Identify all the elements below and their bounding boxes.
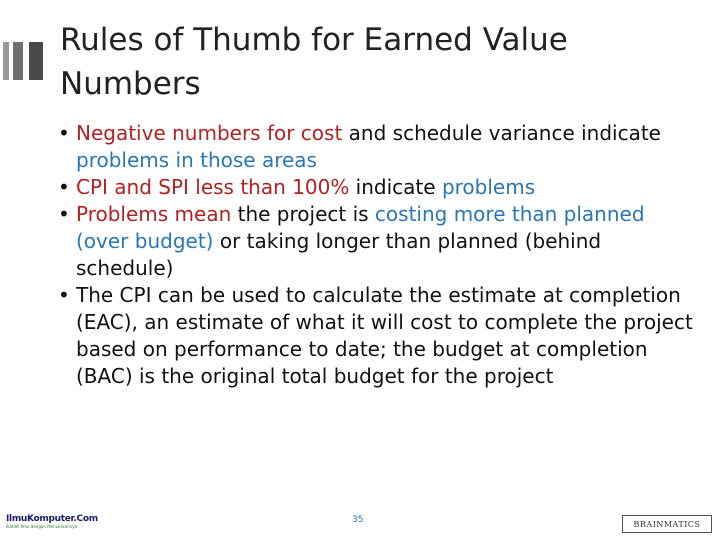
bullet-text-segment: CPI and SPI less than 100% bbox=[76, 175, 350, 199]
bullet-dot-icon: • bbox=[58, 283, 70, 307]
bullet-text-segment: indicate bbox=[349, 175, 442, 199]
bullet-dot-icon: • bbox=[58, 121, 70, 145]
bullet-text-segment: problems bbox=[441, 175, 536, 199]
bullet-text-segment: or taking longer than planned (behind schedule) bbox=[76, 229, 602, 280]
bullet-text-segment: Problems mean bbox=[76, 202, 232, 226]
bullet-item bbox=[58, 120, 698, 174]
bullet-item bbox=[58, 174, 698, 201]
slide-title: Rules of Thumb for Earned Value Numbers bbox=[60, 22, 568, 102]
logo-tagline: Ikatlah Ilmu dengan Menuliskannya bbox=[6, 524, 78, 529]
accent-bar bbox=[13, 42, 23, 80]
logo-name: IlmuKomputer.Com bbox=[6, 514, 98, 524]
bullet-item bbox=[58, 282, 698, 390]
bullet-dot-icon: • bbox=[58, 175, 70, 199]
bullet-text-segment: Negative numbers for cost bbox=[76, 121, 343, 145]
bullet-text-segment: costing more than planned (over budget) bbox=[76, 202, 645, 253]
accent-bar bbox=[29, 42, 43, 80]
page-number: 35 bbox=[352, 515, 364, 525]
bullet-list bbox=[58, 120, 698, 390]
bullet-text-segment: and schedule variance indicate bbox=[342, 121, 661, 145]
bullet-item bbox=[58, 201, 698, 282]
bullet-text-segment: problems in those areas bbox=[76, 148, 317, 172]
brainmatics-logo: BRAINMATICS bbox=[622, 515, 712, 533]
title-accent-bars bbox=[0, 0, 48, 92]
ilmukomputer-logo bbox=[6, 514, 98, 534]
bullet-text-segment: The CPI can be used to calculate the estimate at completion (EAC), an estimate of what it will cost to complete the project based on performance to date; the budget at completion (BAC) is the original total budget for the project bbox=[76, 283, 693, 388]
accent-bar bbox=[3, 42, 9, 80]
bullet-text-segment: the project is bbox=[231, 202, 375, 226]
bullet-dot-icon: • bbox=[58, 202, 70, 226]
